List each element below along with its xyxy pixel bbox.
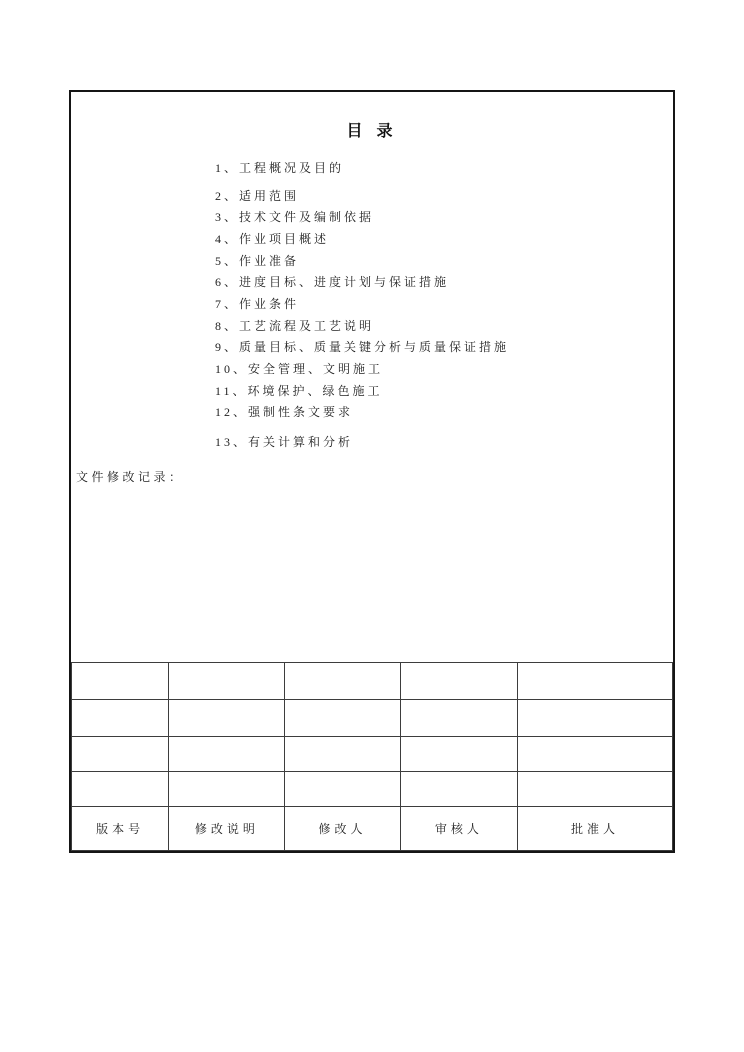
table-cell-empty: [285, 737, 400, 772]
table-row-empty: [72, 700, 673, 737]
header-cell-version-number: 版本号: [72, 807, 169, 851]
toc-item: 4、作业项目概述: [215, 231, 330, 246]
toc-list: [215, 157, 655, 452]
table-cell-empty: [169, 663, 285, 700]
toc-item: 7、作业条件: [215, 296, 300, 311]
table-cell-empty: [285, 663, 400, 700]
table-cell-empty: [169, 700, 285, 737]
header-cell-modification-note: 修改说明: [169, 807, 285, 851]
toc-item: 6、进度目标、进度计划与保证措施: [215, 275, 450, 290]
table-row-empty: [72, 772, 673, 807]
table-header-row: [72, 807, 673, 851]
table-cell-empty: [517, 772, 672, 807]
table-cell-empty: [285, 700, 400, 737]
revision-record-label: 文件修改记录：: [76, 470, 185, 484]
table-cell-empty: [517, 700, 672, 737]
table-cell-empty: [169, 772, 285, 807]
table-cell-empty: [285, 772, 400, 807]
table-cell-empty: [400, 663, 517, 700]
header-cell-approver: 批准人: [517, 807, 672, 851]
table-cell-empty: [400, 700, 517, 737]
table-row-empty: [72, 737, 673, 772]
toc-item: 5、作业准备: [215, 253, 300, 268]
table-cell-empty: [72, 700, 169, 737]
table-cell-empty: [400, 772, 517, 807]
table-row-empty: [72, 663, 673, 700]
document-page-frame: [69, 90, 675, 853]
toc-item: 10、安全管理、文明施工: [215, 362, 384, 377]
toc-item: 9、质量目标、质量关键分析与质量保证措施: [215, 340, 510, 355]
table-cell-empty: [169, 737, 285, 772]
toc-item: 1、工程概况及目的: [215, 161, 345, 176]
toc-item: 12、强制性条文要求: [215, 405, 354, 420]
revision-table: [71, 662, 673, 851]
table-cell-empty: [517, 663, 672, 700]
toc-item: 8、工艺流程及工艺说明: [215, 318, 375, 333]
toc-item: 2、适用范围: [215, 188, 300, 203]
table-cell-empty: [72, 737, 169, 772]
toc-item: 3、技术文件及编制依据: [215, 210, 375, 225]
toc-item: 13、有关计算和分析: [215, 434, 354, 449]
header-cell-modifier: 修改人: [285, 807, 400, 851]
table-cell-empty: [517, 737, 672, 772]
header-cell-reviewer: 审核人: [400, 807, 517, 851]
toc-item: 11、环境保护、绿色施工: [215, 383, 383, 398]
document-title: 目 录: [346, 123, 398, 140]
table-cell-empty: [72, 663, 169, 700]
table-cell-empty: [400, 737, 517, 772]
table-cell-empty: [72, 772, 169, 807]
